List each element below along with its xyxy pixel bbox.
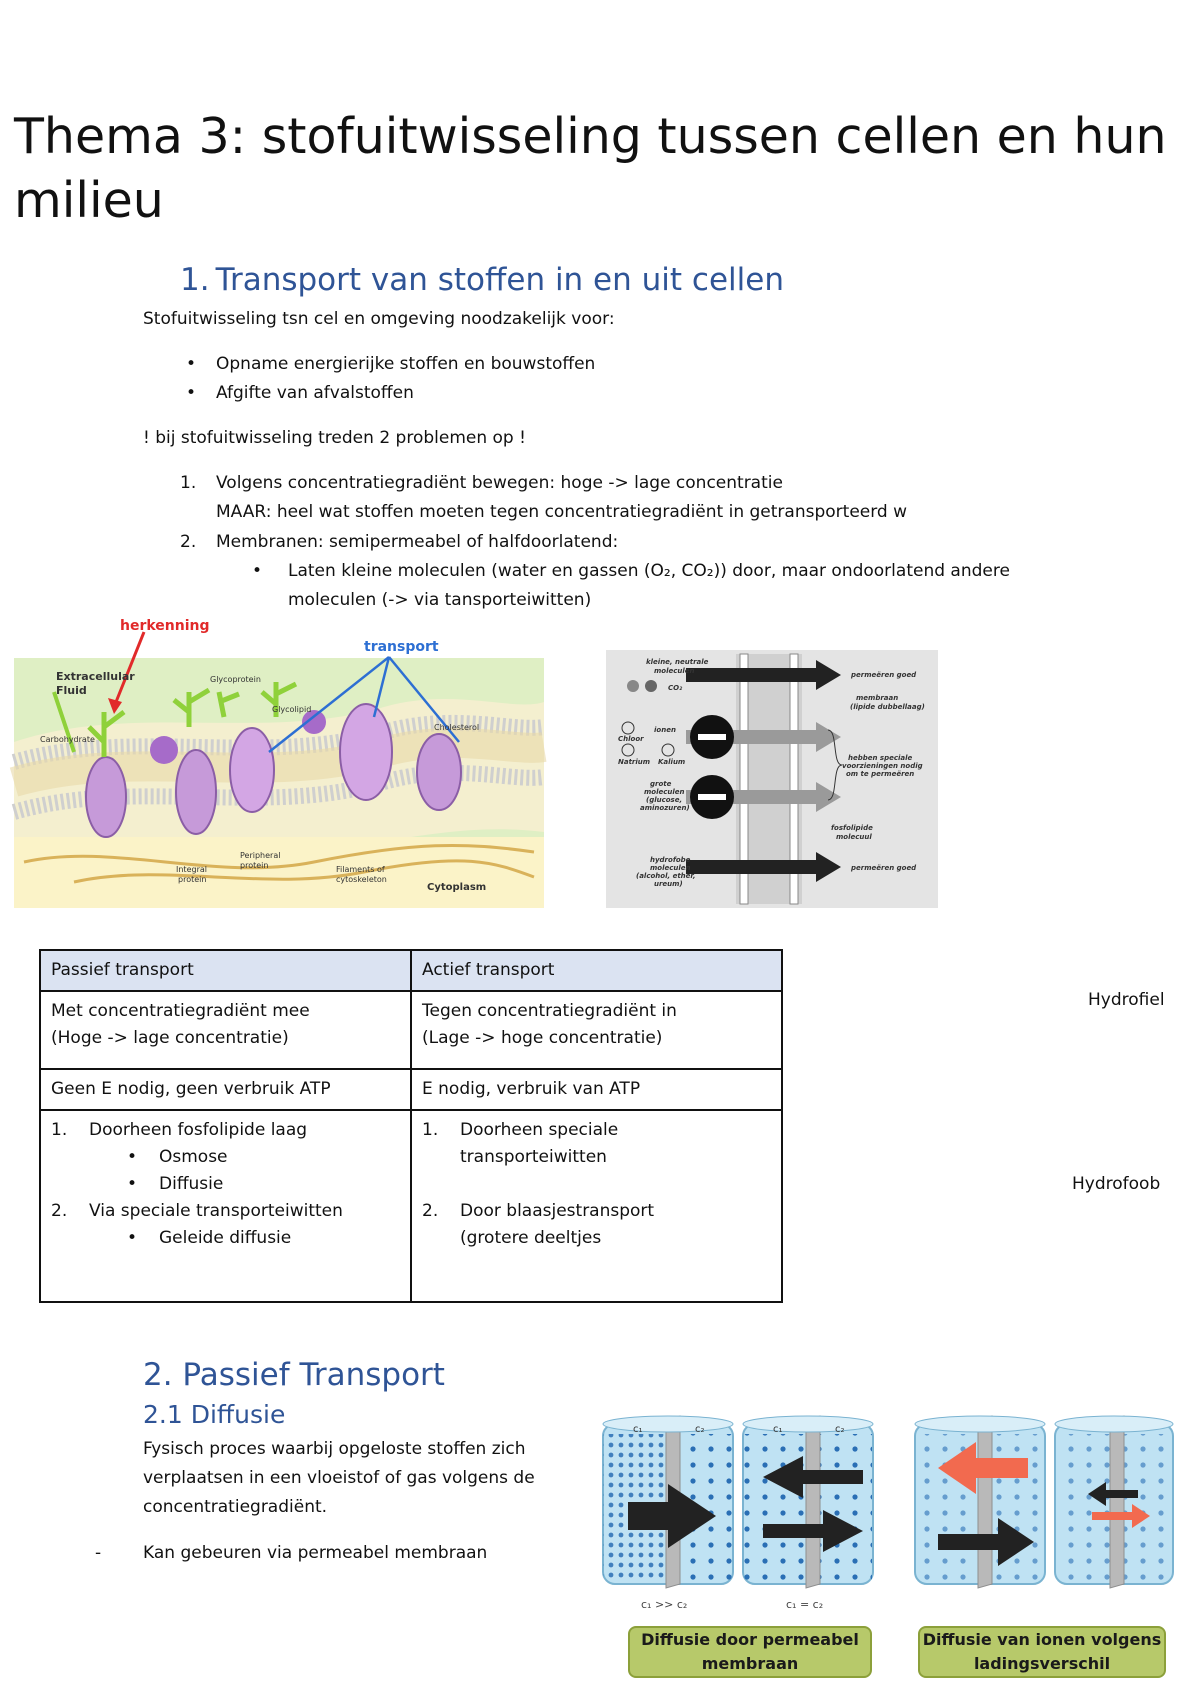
natrium-label: Natrium <box>618 758 651 766</box>
caption-c1-gg-c2: c₁ >> c₂ <box>641 1598 688 1611</box>
table-row <box>40 1069 782 1110</box>
extracellular-label: Extracellular <box>56 670 135 683</box>
bullet-marker: • <box>186 383 197 403</box>
transport-label: transport <box>364 639 439 655</box>
klein-label-1: kleine, neutrale <box>646 658 709 666</box>
caption-c1-eq-c2: c₁ = c₂ <box>786 1598 824 1611</box>
bullet-marker: • <box>252 561 263 581</box>
grote-label-3: (glucose, <box>646 796 683 804</box>
c2-label: c₂ <box>695 1424 705 1435</box>
c1-label: c₁ <box>633 1424 643 1435</box>
list-item: • Diffusie <box>127 1174 224 1194</box>
diffusion-text-2: verplaatsen in een vloeistof of gas volgens de <box>143 1468 535 1488</box>
cell-membrane-figure <box>14 618 544 908</box>
list-item: 2. Via speciale transporteiwitten <box>51 1201 343 1221</box>
hydrofobe-label-3: (alcohol, ether, <box>636 872 696 880</box>
section-1-title: Transport van stoffen in en uit cellen <box>215 262 784 298</box>
lipide-label: (lipide dubbellaag) <box>850 703 925 711</box>
cylinder-2 <box>743 1416 873 1611</box>
cytoskeleton-label: cytoskeleton <box>336 875 387 884</box>
row1-right-b: (Lage -> hoge concentratie) <box>422 1028 663 1048</box>
hydrofobe-label-4: ureum) <box>654 880 683 888</box>
hydrofobe-label-1: hydrofobe <box>650 856 691 864</box>
section-2-heading: 2. Passief Transport <box>143 1357 445 1393</box>
hydrofiel-label: Hydrofiel <box>1088 990 1165 1010</box>
grote-label-4: aminozuren) <box>640 804 690 812</box>
cylinder-3 <box>915 1416 1045 1588</box>
list-item: 1. Doorheen speciale <box>422 1120 619 1140</box>
section-1-heading <box>180 262 784 298</box>
section-1-number: 1. <box>180 262 210 298</box>
table-header-row <box>40 950 782 991</box>
cylinder-1 <box>603 1416 733 1611</box>
carbohydrate-label: Carbohydrate <box>40 735 95 744</box>
table-cell <box>40 991 411 1069</box>
diffusion-figure <box>598 1412 1176 1612</box>
row1-left-a: Met concentratiegradiënt mee <box>51 1001 310 1021</box>
co2-label: CO₂ <box>668 684 683 692</box>
list-item: 2. Door blaasjestransport <box>422 1201 655 1221</box>
table-header-active: Actief transport <box>411 950 782 991</box>
ionen-label: ionen <box>654 726 676 734</box>
row1-left-b: (Hoge -> lage concentratie) <box>51 1028 289 1048</box>
list-item-continuation: transporteiwitten <box>460 1147 607 1167</box>
cholesterol-label: Cholesterol <box>434 723 480 732</box>
fosfolipide-label-1: fosfolipide <box>831 824 873 832</box>
bullet-marker: • <box>186 354 197 374</box>
kalium-label: Kalium <box>658 758 686 766</box>
diffusion-text-1: Fysisch proces waarbij opgeloste stoffen zich <box>143 1439 526 1459</box>
hebben-label-3: om te permeëren <box>846 770 915 778</box>
hydrofoob-label: Hydrofoob <box>1072 1174 1161 1194</box>
klein-label-2: moleculen <box>654 667 695 675</box>
grote-label-2: moleculen <box>644 788 685 796</box>
dash-marker: - <box>95 1543 102 1563</box>
chloor-label: Chloor <box>618 735 644 743</box>
integral-label: Integral <box>176 865 207 874</box>
permeren-goed-label-2: permeëren goed <box>851 864 917 872</box>
table-row <box>40 1110 782 1302</box>
hebben-label-2: voorzieningen nodig <box>842 762 923 770</box>
permeren-goed-label-1: permeëren goed <box>851 671 917 679</box>
diffusion-text-3: concentratiegradiënt. <box>143 1497 328 1517</box>
fosfolipide-label-2: molecuul <box>836 833 872 841</box>
page-title: Thema 3: stofuitwisseling tussen cellen en hun milieu <box>14 108 1167 229</box>
problem-1-line2: MAAR: heel wat stoffen moeten tegen concentratiegradiënt in getransporteerd w <box>216 502 908 522</box>
herkenning-label: herkenning <box>120 618 210 634</box>
bullet-item-1: Opname energierijke stoffen en bouwstoffen <box>216 354 596 374</box>
problem-2-line1: Membranen: semipermeabel of halfdoorlatend: <box>216 532 619 552</box>
peripheral-label: Peripheral <box>240 851 281 860</box>
warning-text: ! bij stofuitwisseling treden 2 problemen op ! <box>143 428 526 448</box>
diffusion-dash-text: Kan gebeuren via permeabel membraan <box>143 1543 488 1563</box>
table-row <box>40 991 782 1069</box>
table-header-passive: Passief transport <box>40 950 411 991</box>
caption-diffusie-membraan: Diffusie door permeabel membraan <box>628 1626 872 1678</box>
table-cell <box>411 991 782 1069</box>
filaments-label: Filaments of <box>336 865 385 874</box>
permeability-figure <box>606 650 938 908</box>
glycoprotein-label: Glycoprotein <box>210 675 261 684</box>
problem-1-number: 1. <box>180 473 197 493</box>
sub-bullet-line1: Laten kleine moleculen (water en gassen (O₂, CO₂)) door, maar ondoorlatend andere <box>288 561 1010 581</box>
intro-text: Stofuitwisseling tsn cel en omgeving noodzakelijk voor: <box>143 309 615 329</box>
row2-left: Geen E nodig, geen verbruik ATP <box>40 1069 411 1110</box>
cytoplasm-label: Cytoplasm <box>427 882 487 893</box>
list-item: • Osmose <box>127 1147 228 1167</box>
row1-right-a: Tegen concentratiegradiënt in <box>422 1001 677 1021</box>
fluid-label: Fluid <box>56 684 87 697</box>
peripheral-protein-label: protein <box>240 861 269 870</box>
table-cell <box>411 1110 782 1302</box>
glycolipid-label: Glycolipid <box>272 705 312 714</box>
list-item: 1. Doorheen fosfolipide laag <box>51 1120 308 1140</box>
cylinder-4 <box>1055 1416 1173 1588</box>
problem-1-line1: Volgens concentratiegradiënt bewegen: hoge -> lage concentratie <box>216 473 783 493</box>
bullet-item-2: Afgifte van afvalstoffen <box>216 383 414 403</box>
caption-diffusie-ionen: Diffusie van ionen volgens ladingsverschil <box>918 1626 1166 1678</box>
table-cell <box>40 1110 411 1302</box>
membraan-label: membraan <box>856 694 899 702</box>
problem-2-number: 2. <box>180 532 197 552</box>
row2-right: E nodig, verbruik van ATP <box>411 1069 782 1110</box>
hebben-label-1: hebben speciale <box>848 754 913 762</box>
list-item: • Geleide diffusie <box>127 1228 292 1248</box>
c2-label: c₂ <box>835 1424 845 1435</box>
hydrofobe-label-2: moleculen <box>650 864 691 872</box>
integral-protein-label: protein <box>178 875 207 884</box>
sub-bullet-line2: moleculen (-> via tansporteiwitten) <box>288 590 592 610</box>
section-2-1-heading: 2.1 Diffusie <box>143 1400 286 1429</box>
transport-comparison-table <box>39 949 783 1303</box>
c1-label: c₁ <box>773 1424 783 1435</box>
grote-label-1: grote <box>650 780 672 788</box>
list-item-continuation: (grotere deeltjes <box>460 1228 602 1248</box>
